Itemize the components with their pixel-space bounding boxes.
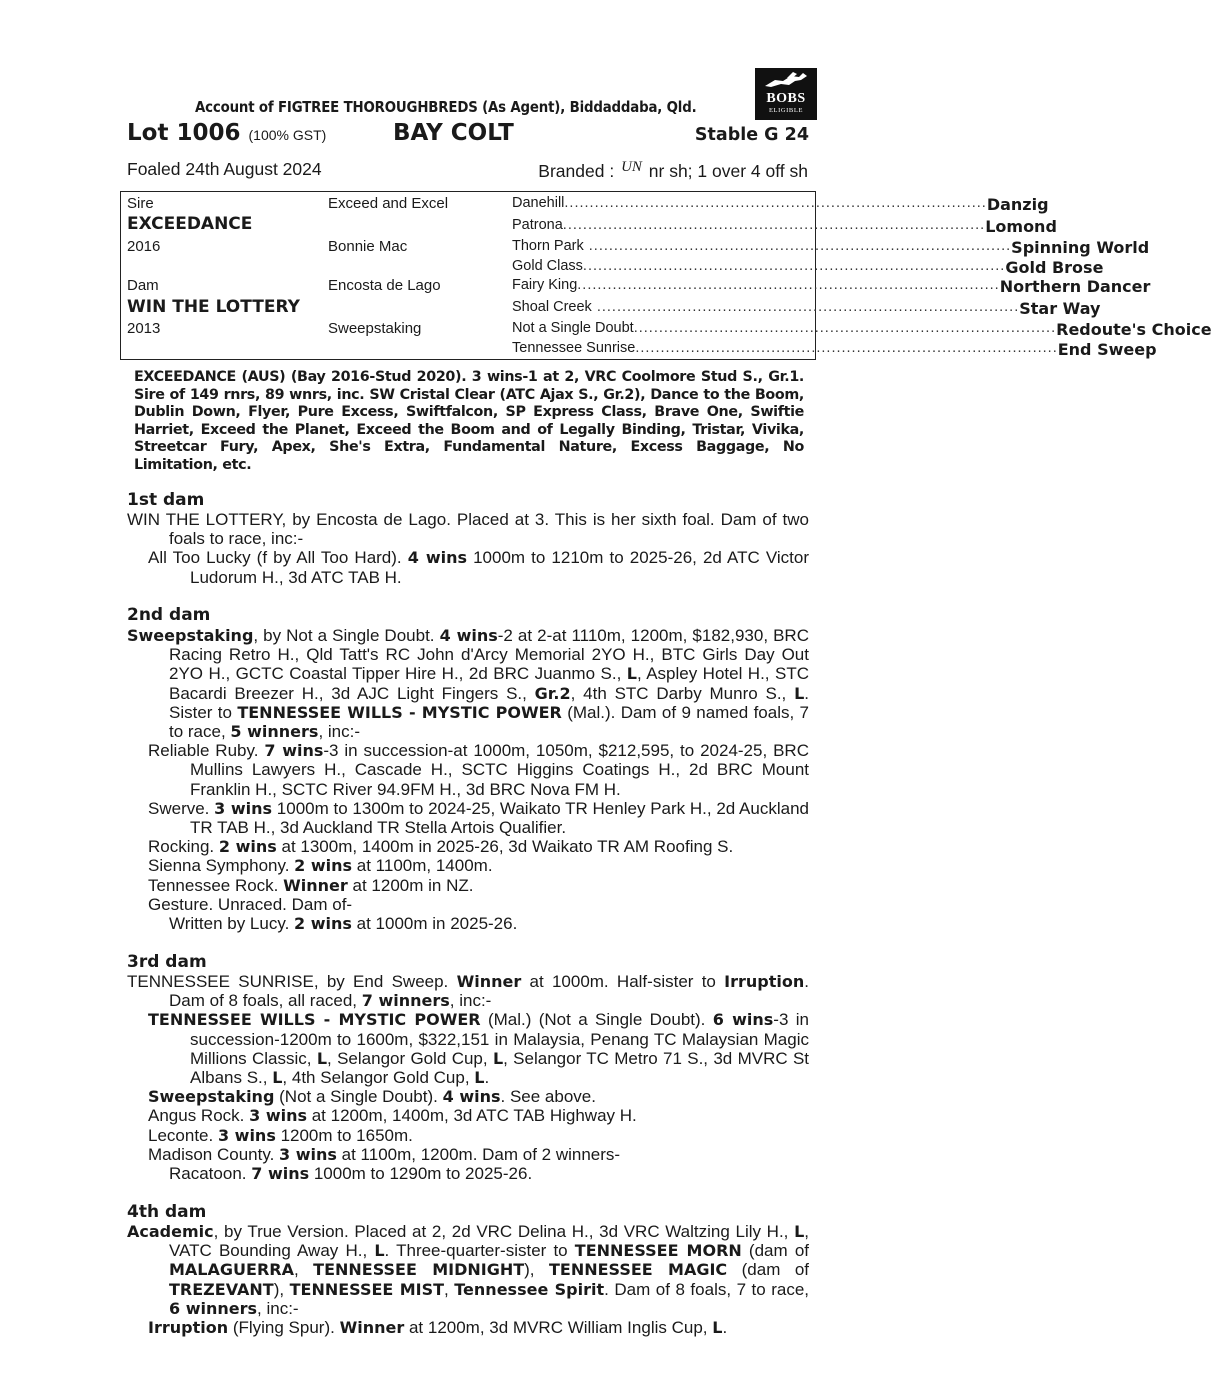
g3-left: Danehill	[512, 195, 565, 211]
g3-right: Star Way	[1019, 299, 1101, 318]
g3-right: Danzig	[986, 195, 1049, 214]
entry-text: Rocking.	[148, 837, 219, 857]
horse-description: BAY COLT	[393, 120, 514, 146]
g3-row	[512, 217, 1057, 236]
text: -2 at 2-at 1110m, 1200m, $182,930, BRC Racing Retro H., Qld Tatt's RC John d'Arcy Memorial 2YO H., BTC Girls Day Out 2YO H., GCTC Coastal Tipper Hire H., 2d BRC Juanmo S.,	[169, 626, 809, 684]
text: , inc:-	[449, 991, 492, 1011]
sire-name: EXCEEDANCE	[127, 214, 253, 234]
progeny-entry	[148, 1318, 809, 1337]
bobs-logo	[755, 68, 817, 120]
entry-bold: Sweepstaking	[148, 1087, 275, 1107]
third-dam-text	[127, 972, 809, 1183]
text: (Mal.). Dam of 9 named foals, 7 to race,	[169, 702, 809, 742]
text: , by True Version. Placed at 2, 2d VRC Delina H., 3d VRC Waltzing Lily H.,	[213, 1222, 795, 1241]
entry-text: -3 in succession-at 1000m, 1050m, $212,595, to 2024-25, BRC Mullins Lawyers H., Cascade H., SCTC Higgins Coatings H., 2d BRC Mount Franklin H., SCTC River 94.9FM H., 3d BRC Nova FM H.	[190, 741, 809, 799]
g3-row	[512, 195, 1049, 214]
second-dam-heading: 2nd dam	[127, 605, 211, 625]
g3-dots: ....................................................................................	[577, 277, 1000, 293]
foaled-date: Foaled 24th August 2024	[127, 159, 322, 179]
text: TENNESSEE SUNRISE, by End Sweep.	[127, 972, 457, 991]
fourth-dam-text	[127, 1222, 809, 1337]
dam-label: Dam	[127, 277, 159, 294]
grand-progeny-entry	[169, 914, 809, 933]
entry-bold: Winner	[283, 875, 348, 895]
entry-text: at 1200m in NZ.	[347, 875, 474, 895]
bold: Gr.2	[534, 683, 571, 703]
entry-text: (Mal.) (Not a Single Doubt).	[480, 1010, 713, 1030]
bold: L	[794, 1222, 805, 1241]
entry-text: Swerve.	[148, 798, 215, 818]
g3-right: Spinning World	[1011, 238, 1150, 257]
entry-bold: 3 wins	[214, 798, 273, 818]
lot-line	[127, 120, 809, 152]
sire-year: 2016	[127, 238, 161, 255]
brand-mark: UN	[621, 159, 642, 175]
entry-bold: 7 wins	[251, 1164, 310, 1184]
second-dam-text	[127, 626, 809, 933]
entry-bold: 4 wins	[442, 1087, 501, 1107]
g3-right: Lomond	[985, 217, 1057, 236]
bold: TENNESSEE MAGIC	[548, 1260, 728, 1280]
entry-bold: L	[492, 1048, 504, 1068]
progeny-entry	[148, 1106, 809, 1125]
g3-row	[512, 277, 1151, 296]
text: , Aspley Hotel H., STC Bacardi Breezer H., 3d AJC Light Fingers S.,	[169, 664, 809, 703]
progeny-entry	[148, 837, 809, 856]
progeny-entry	[148, 1010, 809, 1087]
g3-right: Redoute's Choice	[1056, 320, 1212, 339]
entry-text: at 1100m, 1400m.	[352, 856, 493, 876]
progeny-entry	[148, 1126, 809, 1145]
text: . Dam of 8 foals, all raced,	[169, 972, 809, 1011]
dam-year: 2013	[127, 320, 161, 337]
entry-text: . See above.	[500, 1087, 596, 1107]
progeny-entry	[148, 799, 809, 837]
bold: TENNESSEE MIST	[289, 1279, 445, 1299]
g3-dots: ....................................................................................	[582, 258, 1006, 274]
branded-detail: nr sh; 1 over 4 off sh	[648, 161, 808, 181]
entry-bold: L	[712, 1318, 723, 1338]
entry-bold: 2 wins	[294, 914, 352, 934]
dam-sire: Encosta de Lago	[328, 277, 441, 294]
entry-bold: TENNESSEE WILLS - MYSTIC POWER	[148, 1010, 481, 1030]
progeny-entry	[148, 1087, 809, 1106]
entry-text: .	[722, 1318, 728, 1338]
g3-left: Gold Class	[512, 258, 583, 274]
text: at 1000m. Half-sister to	[521, 972, 725, 991]
g3-left: Fairy King	[512, 277, 578, 293]
first-dam-para: WIN THE LOTTERY, by Encosta de Lago. Placed at 3. This is her sixth foal. Dam of two foals to race, inc:-	[127, 510, 809, 549]
account-line: Account of FIGTREE THOROUGHBREDS (As Agent), Biddaddaba, Qld.	[195, 98, 697, 116]
pedigree-table	[120, 191, 1212, 360]
text: ),	[524, 1260, 549, 1280]
g3-row	[512, 258, 1104, 277]
sire-dam: Bonnie Mac	[328, 238, 408, 255]
g3-right: Northern Dancer	[999, 277, 1151, 296]
entry-bold: 3 wins	[279, 1144, 337, 1164]
lot-label: Lot 1006	[127, 120, 241, 146]
bold: 5 winners	[230, 722, 319, 742]
text: , by Not a Single Doubt.	[253, 626, 440, 645]
bold: TREZEVANT	[169, 1279, 274, 1299]
text: . Sister to	[169, 683, 809, 722]
entry-text: 1000m to 1300m to 2024-25, Waikato TR Henley Park H., 2d Auckland TR TAB H., 3d Auckland TR Stella Artois Qualifier.	[190, 798, 809, 838]
sire-summary: EXCEEDANCE (AUS) (Bay 2016-Stud 2020). 3 wins-1 at 2, VRC Coolmore Stud S., Gr.1. Sire of 149 rnrs, 89 wnrs, inc. SW Cristal Clear (ATC Ajax S., Gr.2), Dance to the Boom, Dublin Down, Flyer, Pure Excess, Swiftfalcon, SP Express Class, Brave One, Swiftie Harriet, Exceed the Planet, Exceed the Boom and of Legally Binding, Tristar, Vivika, Streetcar Fury, Apex, She's Extra, Fundamental Nature, Excess Baggage, No Limitation, etc.	[134, 369, 804, 473]
entry-text: at 1200m, 3d MVRC William Inglis Cup,	[404, 1318, 713, 1338]
entry-text: Madison County.	[148, 1144, 280, 1164]
g3-dots: ....................................................................................	[633, 320, 1057, 336]
g3-dots: ....................................................................................	[635, 340, 1058, 356]
entry-text: Written by Lucy.	[169, 914, 295, 934]
progeny-entry	[148, 1145, 809, 1164]
sire-sire: Exceed and Excel	[328, 195, 449, 212]
entry-bold: 3 wins	[249, 1106, 307, 1126]
entry-text: All Too Lucky (f by All Too Hard).	[148, 548, 408, 568]
entry-text: (Flying Spur).	[228, 1318, 340, 1338]
bold: L	[626, 664, 637, 684]
entry-text: at 1200m, 1400m, 3d ATC TAB Highway H.	[307, 1106, 637, 1126]
bold: MALAGUERRA	[169, 1260, 294, 1280]
sire-label: Sire	[127, 195, 154, 212]
bold: L	[374, 1241, 385, 1261]
g3-right: Gold Brose	[1005, 258, 1104, 277]
entry-text: at 1000m in 2025-26.	[351, 914, 518, 934]
g3-row	[512, 320, 1212, 339]
bold: TENNESSEE MIDNIGHT	[313, 1260, 525, 1280]
text: (dam of	[741, 1241, 809, 1261]
bold: 4 wins	[439, 626, 498, 645]
gst-label: (100% GST)	[248, 127, 327, 143]
lot-number	[127, 120, 326, 146]
entry-bold: Irruption	[148, 1318, 229, 1338]
entry-bold: 2 wins	[218, 837, 277, 857]
logo-subtext: ELIGIBLE	[768, 107, 804, 114]
entry-text: .	[484, 1068, 490, 1088]
text: , 4th STC Darby Munro S.,	[570, 683, 795, 703]
g3-dots: ....................................................................................	[591, 299, 1020, 315]
entry-text: (Not a Single Doubt).	[274, 1087, 443, 1107]
entry-bold: L	[316, 1048, 328, 1068]
text: , VATC Bounding Away H.,	[169, 1222, 809, 1261]
bold: Winner	[456, 972, 522, 991]
fourth-dam-para	[127, 1222, 809, 1318]
horse-icon	[755, 68, 817, 92]
g3-row	[512, 299, 1101, 318]
g3-row	[512, 340, 1157, 359]
brand-info	[538, 159, 808, 182]
progeny-entry	[148, 876, 809, 895]
g3-dots: ....................................................................................	[562, 217, 986, 233]
first-dam-heading: 1st dam	[127, 490, 205, 510]
text: , inc:-	[257, 1298, 299, 1318]
entry-text: Sienna Symphony.	[148, 856, 295, 876]
fourth-dam-heading: 4th dam	[127, 1202, 207, 1222]
g3-dots: ....................................................................................	[583, 238, 1012, 254]
entry-text: 1000m to 1290m to 2025-26.	[309, 1164, 533, 1184]
text: ),	[273, 1279, 290, 1299]
text: . Three-quarter-sister to	[384, 1241, 575, 1261]
dam-name: WIN THE LOTTERY	[127, 297, 300, 317]
bold: L	[794, 683, 805, 703]
entry-bold: 3 wins	[217, 1125, 276, 1145]
g3-right: End Sweep	[1057, 340, 1157, 359]
text: , inc:-	[318, 722, 360, 742]
entry-bold: L	[272, 1068, 283, 1088]
g3-left: Not a Single Doubt	[512, 320, 634, 336]
text: . Dam of 8 foals, 7 to race,	[604, 1279, 810, 1299]
g3-left: Thorn Park	[512, 238, 584, 254]
entry-text: Leconte.	[148, 1125, 218, 1145]
bold: 6 winners	[169, 1298, 258, 1318]
entry-text: at 1300m, 1400m in 2025-26, 3d Waikato TR AM Roofing S.	[276, 837, 734, 857]
g3-left: Tennessee Sunrise	[512, 340, 636, 356]
entry-bold: 4 wins	[407, 548, 467, 568]
branded-label: Branded :	[538, 161, 615, 181]
second-dam-para	[127, 626, 809, 741]
bold: TENNESSEE WILLS - MYSTIC POWER	[237, 702, 562, 722]
third-dam-heading: 3rd dam	[127, 952, 207, 972]
entry-text: , Selangor TC Metro 71 S., 3d MVRC St Albans S.,	[190, 1048, 810, 1088]
g3-left: Shoal Creek	[512, 299, 592, 315]
progeny-entry	[148, 856, 809, 875]
entry-text: 1000m to 1210m to 2025-26, 2d ATC Victor Ludorum H., 3d ATC TAB H.	[190, 548, 809, 587]
dam-name: Sweepstaking	[127, 626, 254, 645]
bold: Tennessee Spirit	[454, 1279, 605, 1299]
progeny-entry	[148, 548, 809, 586]
bold: TENNESSEE MORN	[574, 1241, 742, 1261]
text: (dam of	[727, 1260, 809, 1280]
entry-text: at 1100m, 1200m. Dam of 2 winners-	[336, 1144, 621, 1164]
entry-bold: L	[474, 1068, 485, 1088]
entry-text: Reliable Ruby.	[148, 741, 265, 761]
text: ,	[293, 1260, 314, 1280]
entry-bold: 7 wins	[264, 741, 324, 761]
entry-text: Racatoon.	[169, 1164, 252, 1184]
entry-text: , Selangor Gold Cup,	[327, 1048, 493, 1068]
logo-text: BOBS	[766, 91, 806, 106]
bold: 7 winners	[361, 991, 450, 1011]
grand-progeny-entry	[169, 1164, 809, 1183]
entry-text: Tennessee Rock.	[148, 875, 284, 895]
third-dam-para	[127, 972, 809, 1010]
text: ,	[444, 1279, 455, 1299]
first-dam-text	[127, 510, 809, 587]
entry-bold: 6 wins	[712, 1010, 774, 1030]
bold: Irruption	[724, 972, 805, 991]
entry-text: 1200m to 1650m.	[275, 1125, 413, 1145]
entry-text: Angus Rock.	[148, 1106, 250, 1126]
entry-text: , 4th Selangor Gold Cup,	[282, 1068, 475, 1088]
g3-dots: ....................................................................................	[564, 195, 987, 211]
entry-bold: Winner	[339, 1318, 405, 1338]
g3-row	[512, 238, 1150, 257]
progeny-entry	[148, 741, 809, 799]
dam-dam: Sweepstaking	[328, 320, 422, 337]
bold: Academic	[127, 1222, 214, 1241]
progeny-entry: Gesture. Unraced. Dam of-	[148, 894, 353, 914]
stable-label: Stable G 24	[694, 125, 809, 145]
entry-bold: 2 wins	[294, 856, 353, 876]
entry-text: -3 in succession-1200m to 1600m, $322,151 in Malaysia, Penang TC Malaysian Magic Millions Classic,	[190, 1010, 810, 1068]
g3-left: Patrona	[512, 217, 563, 233]
